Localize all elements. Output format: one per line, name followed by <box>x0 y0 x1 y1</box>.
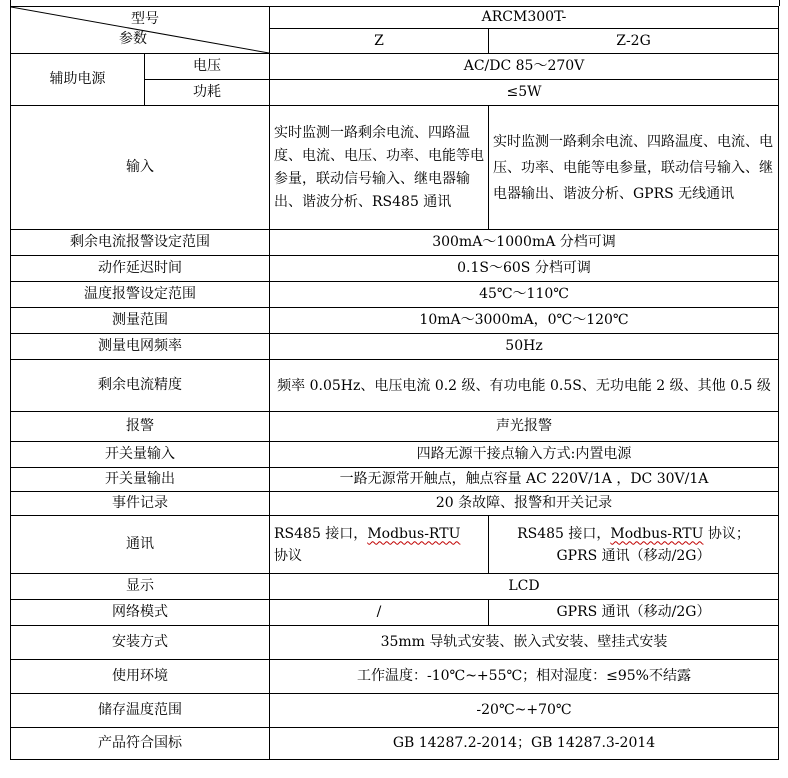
event-value: 20 条故障、报警和开关记录 <box>270 492 779 516</box>
storage-value: -20℃~+70℃ <box>270 694 779 728</box>
table-row <box>11 626 779 660</box>
variant-z2g: Z-2G <box>489 29 779 54</box>
voltage-value: AC/DC 85～270V <box>270 54 779 80</box>
aux-power-label: 辅助电源 <box>11 54 145 106</box>
switch-in-label: 开关量输入 <box>11 442 270 468</box>
display-label: 显示 <box>11 574 270 600</box>
switch-out-label: 开关量输出 <box>11 468 270 492</box>
standard-label: 产品符合国标 <box>11 728 270 760</box>
network-label: 网络模式 <box>11 600 270 626</box>
voltage-label: 电压 <box>145 54 270 80</box>
table-row <box>11 600 779 626</box>
alarm-label: 报警 <box>11 412 270 442</box>
comm-z2g-suffix: 协议； <box>703 525 750 542</box>
table-row <box>11 468 779 492</box>
network-z: / <box>270 600 489 626</box>
table-row <box>11 256 779 282</box>
residual-alarm-value: 300mA～1000mA 分档可调 <box>270 230 779 256</box>
table-row <box>11 516 779 574</box>
model-value: ARCM300T- <box>270 7 779 29</box>
comm-z2g-prefix: RS485 接口， <box>517 525 611 542</box>
comm-label: 通讯 <box>11 516 270 574</box>
input-label: 输入 <box>11 106 270 230</box>
env-value: 工作温度：-10℃~+55℃；相对湿度：≤95%不结露 <box>270 660 779 694</box>
switch-out-value: 一路无源常开触点，触点容量 AC 220V/1A ，DC 30V/1A <box>270 468 779 492</box>
table-row <box>11 574 779 600</box>
model-label: 型号 <box>131 11 159 27</box>
table-row <box>11 728 779 760</box>
comm-z-suffix: 协议 <box>274 547 302 564</box>
network-z2g: GPRS 通讯（移动/2G） <box>489 600 779 626</box>
install-value: 35mm 导轨式安装、嵌入式安装、壁挂式安装 <box>270 626 779 660</box>
comm-z-prefix: RS485 接口， <box>274 525 368 542</box>
comm-z2g <box>489 516 779 574</box>
input-z2g: 实时监测一路剩余电流、四路温度、电流、电压、功率、电能等电参量，联动信号输入、继电器输出、谐波分析、GPRS 无线通讯 <box>489 106 779 230</box>
display-value: LCD <box>270 574 779 600</box>
table-row <box>11 360 779 412</box>
power-value: ≤5W <box>270 80 779 106</box>
table-row <box>11 334 779 360</box>
spec-table <box>10 6 779 760</box>
table-row <box>11 7 779 29</box>
variant-z: Z <box>270 29 489 54</box>
header-diagonal-cell <box>11 7 270 54</box>
measure-label: 测量范围 <box>11 308 270 334</box>
comm-z-protocol: Modbus-RTU <box>367 525 461 542</box>
temp-alarm-value: 45℃～110℃ <box>270 282 779 308</box>
input-z: 实时监测一路剩余电流、四路温度、电流、电压、功率、电能等电参量，联动信号输入、继电器输出、谐波分析、RS485 通讯 <box>270 106 489 230</box>
delay-value: 0.1S～60S 分档可调 <box>270 256 779 282</box>
storage-label: 储存温度范围 <box>11 694 270 728</box>
table-row <box>11 694 779 728</box>
param-label: 参数 <box>119 31 147 47</box>
temp-alarm-label: 温度报警设定范围 <box>11 282 270 308</box>
switch-in-value: 四路无源干接点输入方式:内置电源 <box>270 442 779 468</box>
comm-z2g-protocol: Modbus-RTU <box>610 525 704 542</box>
table-row <box>11 492 779 516</box>
env-label: 使用环境 <box>11 660 270 694</box>
delay-label: 动作延迟时间 <box>11 256 270 282</box>
measure-value: 10mA～3000mA，0℃～120℃ <box>270 308 779 334</box>
alarm-value: 声光报警 <box>270 412 779 442</box>
table-row <box>11 54 779 80</box>
power-label: 功耗 <box>145 80 270 106</box>
accuracy-label: 剩余电流精度 <box>11 360 270 412</box>
table-row <box>11 230 779 256</box>
accuracy-value: 频率 0.05Hz、电压电流 0.2 级、有功电能 0.5S、无功电能 2 级、其他 0.5 级 <box>270 360 779 412</box>
table-row <box>11 282 779 308</box>
event-label: 事件记录 <box>11 492 270 516</box>
freq-value: 50Hz <box>270 334 779 360</box>
table-row <box>11 442 779 468</box>
install-label: 安装方式 <box>11 626 270 660</box>
comm-z <box>270 516 489 574</box>
comm-z2g-line2: GPRS 通讯（移动/2G） <box>556 547 711 564</box>
table-row <box>11 660 779 694</box>
standard-value: GB 14287.2-2014；GB 14287.3-2014 <box>270 728 779 760</box>
residual-alarm-label: 剩余电流报警设定范围 <box>11 230 270 256</box>
table-row <box>11 308 779 334</box>
table-row <box>11 412 779 442</box>
freq-label: 测量电网频率 <box>11 334 270 360</box>
table-row <box>11 106 779 230</box>
